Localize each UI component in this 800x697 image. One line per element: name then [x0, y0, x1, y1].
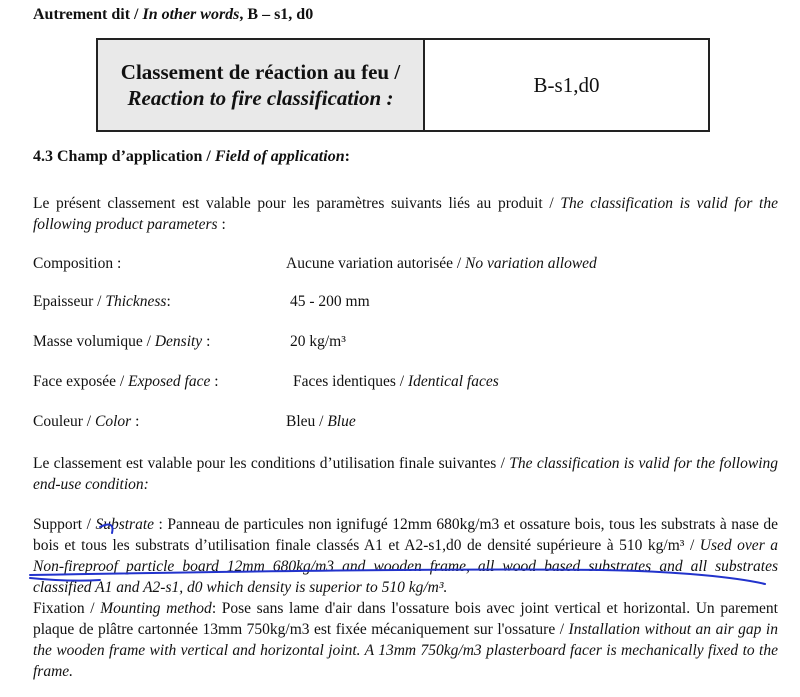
param-label-density: Masse volumique / Density :	[33, 333, 211, 350]
param-label-composition: Composition :	[33, 255, 122, 272]
summary-line: Autrement dit / In other words, B – s1, d0	[33, 6, 314, 23]
param-value-color: Bleu / Blue	[286, 413, 356, 430]
fixation-paragraph: Fixation / Mounting method: Pose sans lame d'air dans l'ossature bois avec joint vertical et horizontal. Un parement plaque de plâtre cartonnée 13mm 750kg/m3 est fixée mécaniquement sur l'ossature / Installation without an air gap in the wooden frame with vertical and horizontal joint. A 13mm 750kg/m3 plasterboard facer is mechanically fixed to the frame.	[33, 600, 778, 680]
param-label-thickness: Epaisseur / Thickness:	[33, 293, 171, 310]
classification-table	[96, 38, 710, 132]
param-value-composition: Aucune variation autorisée / No variation allowed	[286, 255, 597, 272]
param-value-density: 20 kg/m³	[290, 333, 346, 350]
param-label-exposed-face: Face exposée / Exposed face :	[33, 373, 219, 390]
param-value-thickness: 45 - 200 mm	[290, 293, 370, 310]
classification-label-cell: Classement de réaction au feu / Reaction to fire classification :	[98, 40, 425, 130]
section-title: 4.3 Champ d’application / Field of application:	[33, 148, 350, 165]
support-paragraph: Support / Substrate : Panneau de particules non ignifugé 12mm 680kg/m3 et ossature bois, tous les substrats à nase de bois et tous les substrats d’utilisation finale classés A1 et A2-s1,d0 de densité supérieure à 510 kg/m³ / Used over a Non-fireproof particle board 12mm 680kg/m3 and wooden frame, all wood based substrates and all substrates classified A1 and A2-s1, d0 which density is superior to 510 kg/m³.	[33, 516, 779, 596]
intro-paragraph: Le présent classement est valable pour les paramètres suivants liés au produit / The classification is valid for the following product parameters :	[33, 195, 778, 233]
end-use-paragraph: Le classement est valable pour les conditions d’utilisation finale suivantes / The classification is valid for the following end-use condition:	[33, 455, 779, 493]
param-value-exposed-face: Faces identiques / Identical faces	[293, 373, 499, 390]
classification-value-cell: B-s1,d0	[533, 72, 600, 97]
param-label-color: Couleur / Color :	[33, 413, 140, 430]
